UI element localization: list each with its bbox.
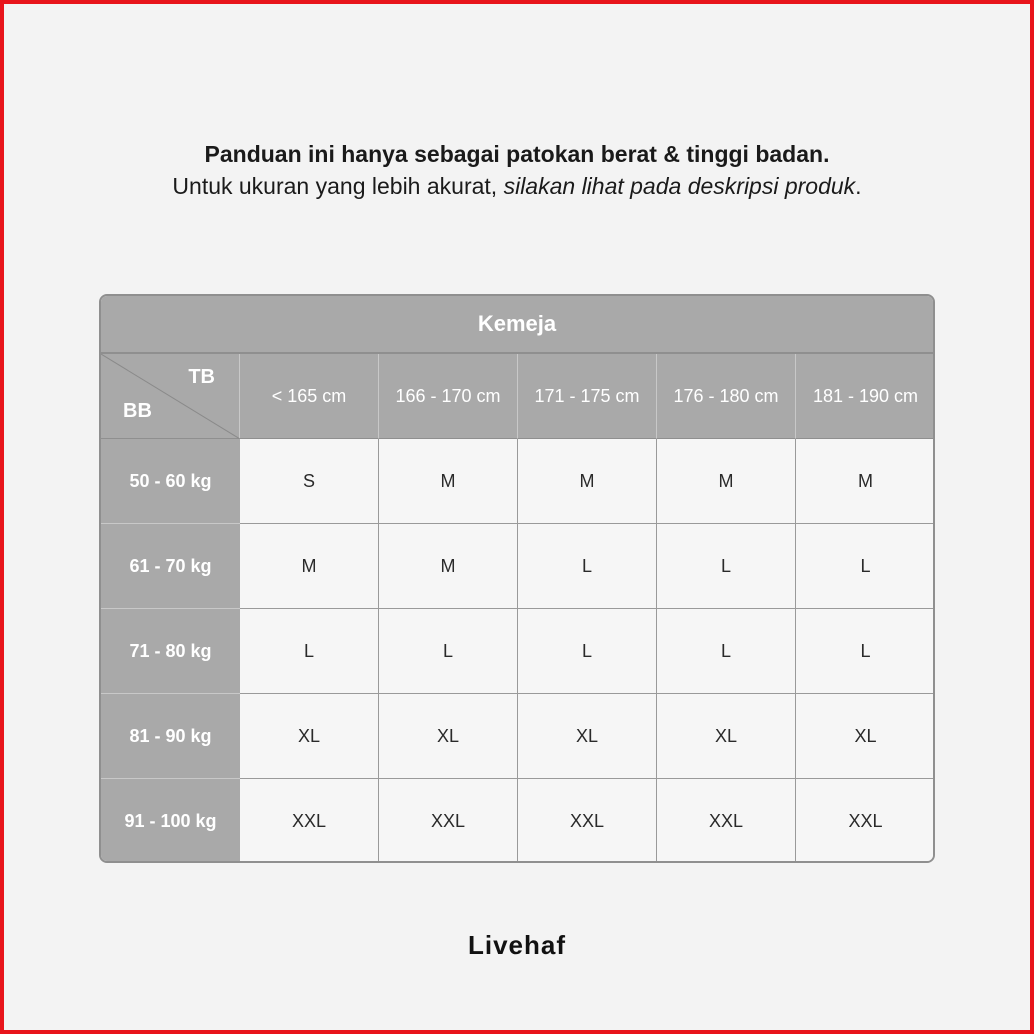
size-cell: L	[657, 609, 796, 694]
size-cell: M	[518, 439, 657, 524]
size-cell: L	[518, 524, 657, 609]
size-chart-table	[99, 294, 935, 863]
intro-text	[0, 138, 1034, 202]
corner-diagonal-line	[101, 354, 240, 439]
size-cell: M	[657, 439, 796, 524]
corner-label-bb: BB	[123, 400, 152, 422]
size-cell: M	[240, 524, 379, 609]
size-cell: XL	[796, 694, 935, 779]
size-cell: M	[796, 439, 935, 524]
size-cell: L	[657, 524, 796, 609]
size-cell: L	[518, 609, 657, 694]
brand-logo: Livehaf	[467, 930, 567, 960]
column-header: 176 - 180 cm	[657, 354, 796, 439]
size-cell: L	[796, 609, 935, 694]
size-cell: XL	[657, 694, 796, 779]
size-cell: M	[379, 439, 518, 524]
intro-line-2-italic: silakan lihat pada deskripsi produk	[503, 173, 856, 199]
intro-line-1: Panduan ini hanya sebagai patokan berat & tinggi badan.	[204, 141, 830, 167]
intro-line-2-prefix: Untuk ukuran yang lebih akurat,	[172, 173, 504, 199]
size-cell: XL	[240, 694, 379, 779]
column-header: 171 - 175 cm	[518, 354, 657, 439]
row-header: 81 - 90 kg	[101, 694, 240, 779]
size-cell: XXL	[379, 779, 518, 863]
size-grid	[101, 354, 933, 863]
intro-line-2-suffix: .	[855, 173, 862, 199]
row-header: 91 - 100 kg	[101, 779, 240, 863]
table-title: Kemeja	[101, 296, 933, 354]
size-cell: L	[379, 609, 518, 694]
row-header: 71 - 80 kg	[101, 609, 240, 694]
column-header: < 165 cm	[240, 354, 379, 439]
row-header: 61 - 70 kg	[101, 524, 240, 609]
size-cell: XL	[518, 694, 657, 779]
size-cell: S	[240, 439, 379, 524]
size-cell: XXL	[796, 779, 935, 863]
size-cell: XXL	[657, 779, 796, 863]
size-cell: M	[379, 524, 518, 609]
column-header: 181 - 190 cm	[796, 354, 935, 439]
size-cell: L	[240, 609, 379, 694]
size-cell: XXL	[518, 779, 657, 863]
corner-cell	[101, 354, 240, 439]
column-header: 166 - 170 cm	[379, 354, 518, 439]
intro-line-2	[0, 170, 1034, 202]
size-cell: L	[796, 524, 935, 609]
corner-label-tb: TB	[188, 366, 215, 388]
row-header: 50 - 60 kg	[101, 439, 240, 524]
size-cell: XL	[379, 694, 518, 779]
size-cell: XXL	[240, 779, 379, 863]
